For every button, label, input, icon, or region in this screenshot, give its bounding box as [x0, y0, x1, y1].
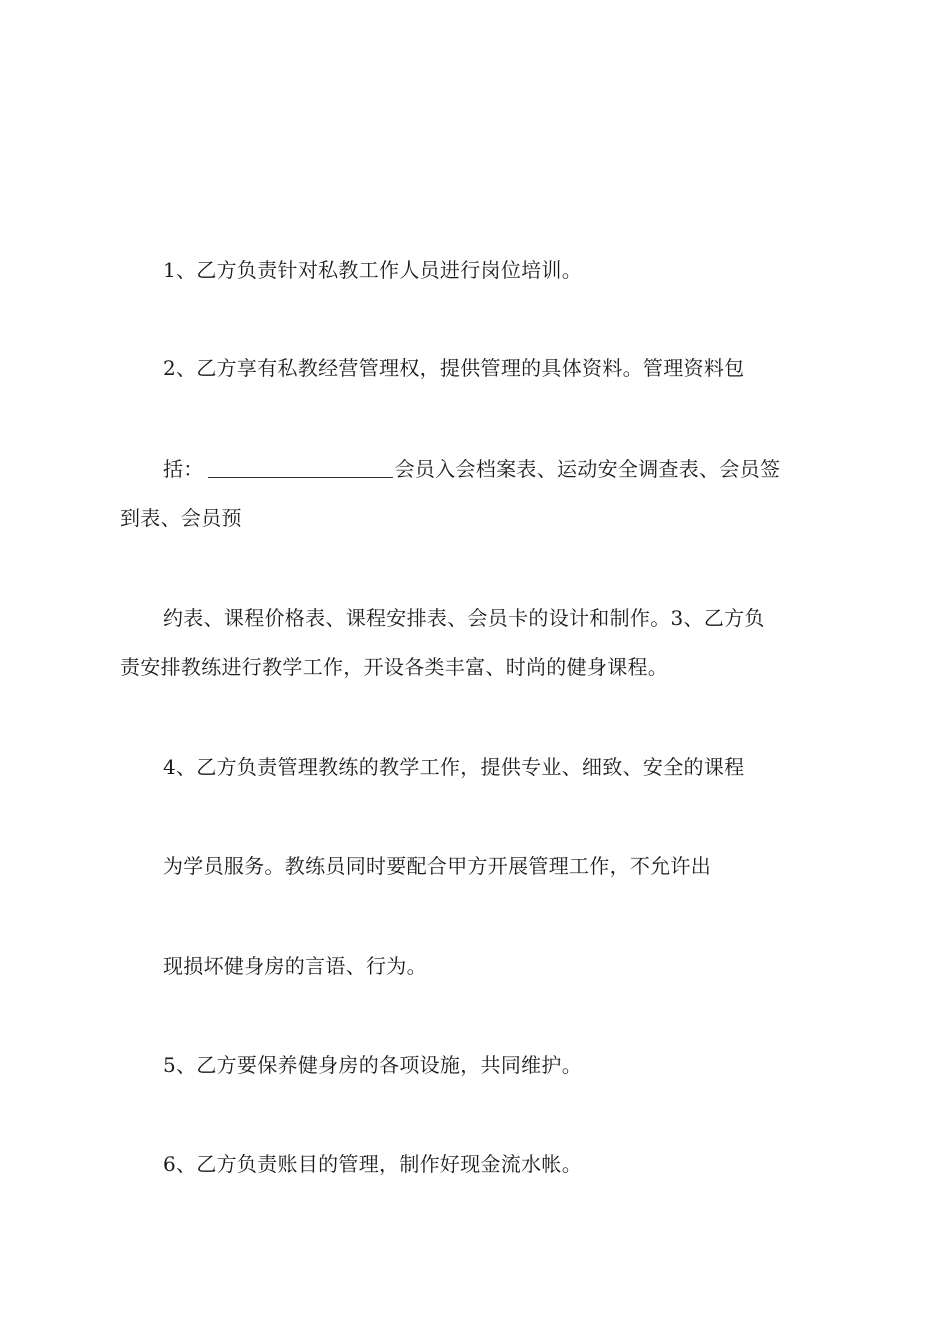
paragraph-item-4-tail: 现损坏健身房的言语、行为。 — [163, 954, 427, 978]
paragraph-item-5: 5、乙方要保养健身房的各项设施，共同维护。 — [163, 1053, 583, 1077]
paragraph-item-2: 2、乙方享有私教经营管理权，提供管理的具体资料。管理资料包 — [163, 356, 745, 380]
paragraph-item-2-continued — [163, 457, 780, 481]
list-contents: 会员入会档案表、运动安全调查表、会员签 — [394, 457, 781, 481]
fill-in-blank — [208, 459, 393, 478]
paragraph-item-4: 4、乙方负责管理教练的教学工作，提供专业、细致、安全的课程 — [163, 755, 745, 779]
paragraph-item-4-continued: 为学员服务。教练员同时要配合甲方开展管理工作，不允许出 — [163, 854, 712, 878]
list-prefix: 括： — [163, 457, 204, 481]
paragraph-item-2-wrap: 到表、会员预 — [120, 506, 242, 530]
paragraph-item-6: 6、乙方负责账目的管理，制作好现金流水帐。 — [163, 1152, 583, 1176]
paragraph-item-3: 责安排教练进行教学工作，开设各类丰富、时尚的健身课程。 — [120, 655, 669, 679]
paragraph-item-2-tail: 约表、课程价格表、课程安排表、会员卡的设计和制作。3、乙方负 — [163, 606, 765, 630]
paragraph-item-1: 1、乙方负责针对私教工作人员进行岗位培训。 — [163, 258, 583, 282]
